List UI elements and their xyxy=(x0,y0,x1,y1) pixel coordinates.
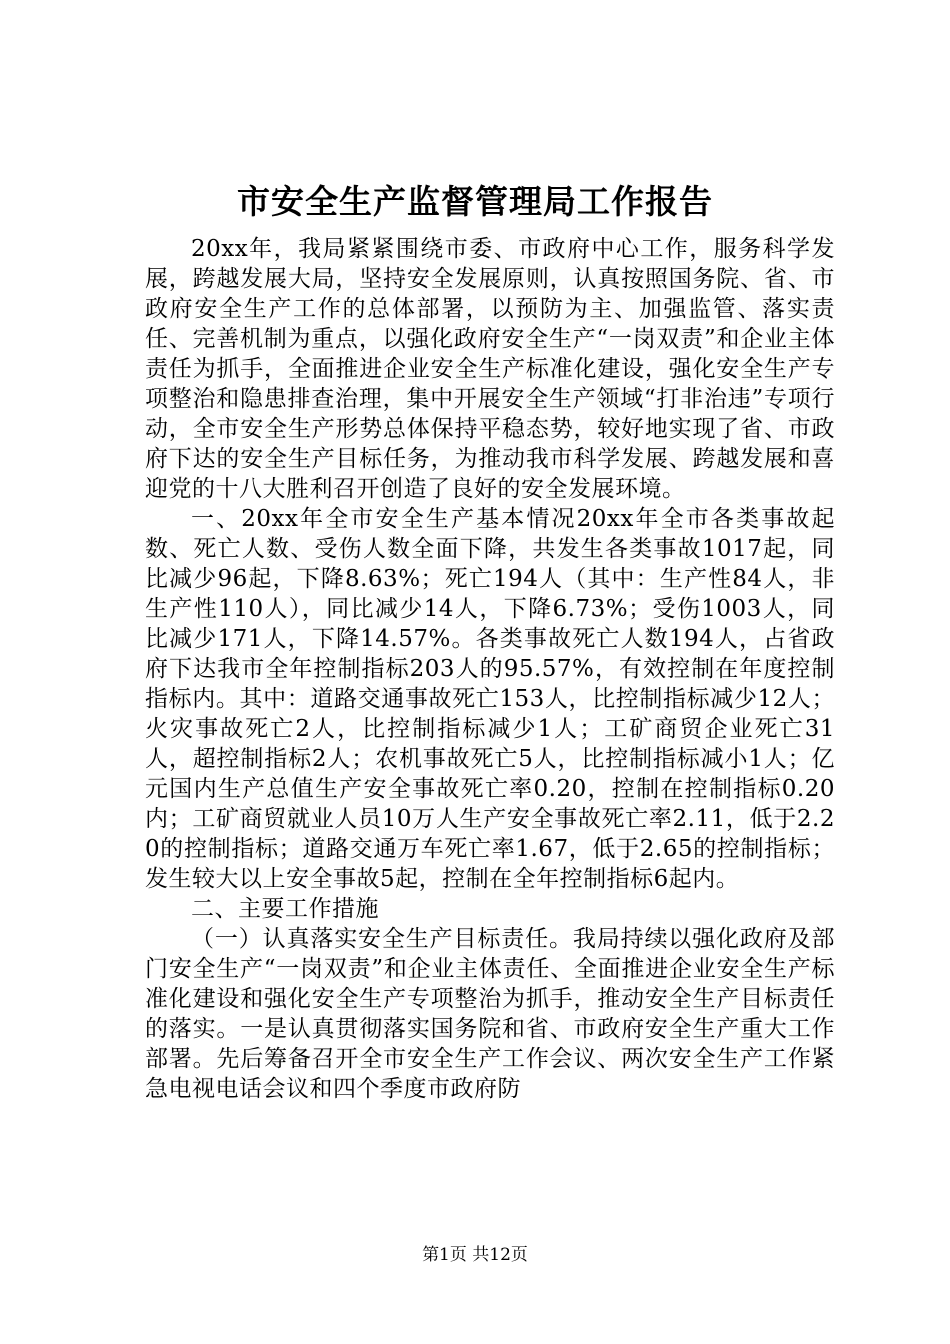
document-title: 市安全生产监督管理局工作报告 xyxy=(237,182,713,221)
document-body xyxy=(145,234,835,1104)
paragraph-section-1: 一、20xx年全市安全生产基本情况20xx年全市各类事故起数、死亡人数、受伤人数全面下降，共发生各类事故1017起，同比减少96起，下降8.63%；死亡194人（其中：生产性84人，非生产性110人），同比减少14人，下降6.73%；受伤1003人，同比减少171人，下降14.57%。各类事故死亡人数194人，占省政府下达我市全年控制指标203人的95.57%，有效控制在年度控制指标内。其中：道路交通事故死亡153人，比控制指标减少12人；火灾事故死亡2人，比控制指标减少1人；工矿商贸企业死亡31人，超控制指标2人；农机事故死亡5人，比控制指标减小1人；亿元国内生产总值生产安全事故死亡率0.20，控制在控制指标0.20内；工矿商贸就业人员10万人生产安全事故死亡率2.11，低于2.20的控制指标；道路交通万车死亡率1.67，低于2.65的控制指标；发生较大以上安全事故5起，控制在全年控制指标6起内。 xyxy=(145,506,835,892)
paragraph-subsection-1: （一）认真落实安全生产目标责任。我局持续以强化政府及部门安全生产“一岗双责”和企业主体责任、全面推进企业安全生产标准化建设和强化安全生产专项整治为抓手，推动安全生产目标责任的落实。一是认真贯彻落实国务院和省、市政府安全生产重大工作部署。先后筹备召开全市安全生产工作会议、两次安全生产工作紧急电视电话会议和四个季度市政府防 xyxy=(145,926,835,1102)
paragraph-intro: 20xx年，我局紧紧围绕市委、市政府中心工作，服务科学发展，跨越发展大局，坚持安全发展原则，认真按照国务院、省、市政府安全生产工作的总体部署，以预防为主、加强监管、落实责任、完善机制为重点，以强化政府安全生产“一岗双责”和企业主体责任为抓手，全面推进企业安全生产标准化建设，强化安全生产专项整治和隐患排查治理，集中开展安全生产领域“打非治违”专项行动，全市安全生产形势总体保持平稳态势，较好地实现了省、市政府下达的安全生产目标任务，为推动我市科学发展、跨越发展和喜迎党的十八大胜利召开创造了良好的安全发展环境。 xyxy=(145,236,835,502)
page-number-footer: 第1页 共12页 xyxy=(422,1245,528,1265)
paragraph-section-2-heading: 二、主要工作措施 xyxy=(191,896,379,922)
